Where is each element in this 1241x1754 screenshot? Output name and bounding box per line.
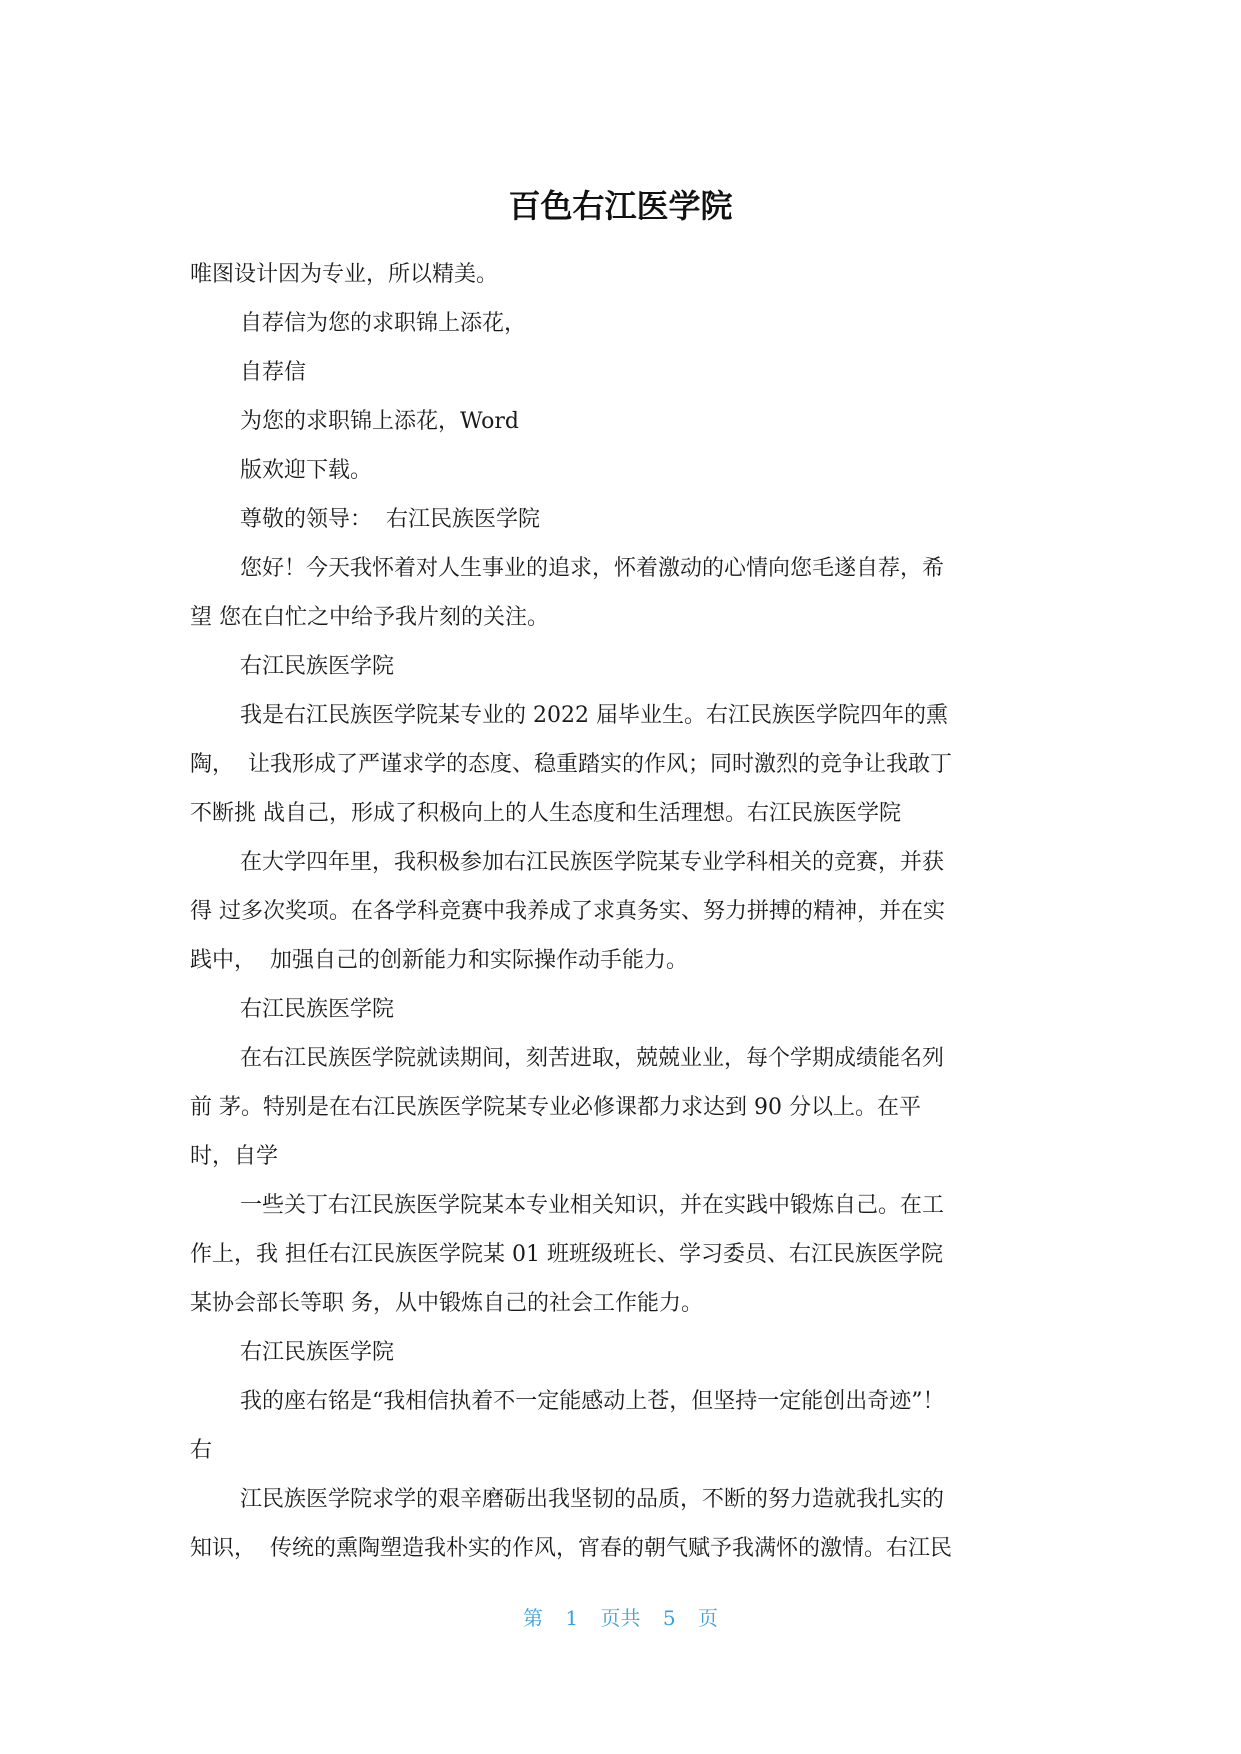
page-footer bbox=[0, 1602, 1241, 1631]
paragraph-line: 望 您在白忙之中给予我片刻的关注。 bbox=[190, 605, 549, 630]
paragraph-line: 某协会部长等职 务，从中锻炼自己的社会工作能力。 bbox=[190, 1291, 703, 1316]
paragraph-line: 江民族医学院求学的艰辛磨砺出我坚韧的品质，不断的努力造就我扎实的 bbox=[240, 1487, 945, 1512]
paragraph bbox=[190, 985, 1055, 1034]
paragraph bbox=[190, 348, 1055, 397]
paragraph-line: 右江民族医学院 bbox=[240, 997, 395, 1022]
paragraph-line: 右 bbox=[190, 1438, 213, 1463]
paragraph-line: 自荐信 bbox=[240, 360, 307, 385]
paragraph bbox=[190, 1181, 1055, 1328]
paragraph-line: 自荐信为您的求职锦上添花， bbox=[240, 311, 527, 336]
paragraph bbox=[190, 642, 1055, 691]
paragraph-line: 您好！今天我怀着对人生事业的追求，怀着激动的心情向您毛遂自荐，希 bbox=[240, 556, 945, 581]
paragraph bbox=[190, 544, 1055, 642]
paragraph bbox=[190, 1328, 1055, 1377]
paragraph bbox=[190, 250, 1055, 299]
paragraph bbox=[190, 691, 1055, 838]
paragraph-line: 我的座右铭是“我相信执着不一定能感动上苍，但坚持一定能创出奇迹”！ bbox=[240, 1389, 945, 1414]
footer-mid: 页共 bbox=[600, 1606, 641, 1630]
footer-prefix: 第 bbox=[523, 1606, 544, 1630]
footer-total-pages: 5 bbox=[662, 1606, 676, 1630]
footer-current-page: 1 bbox=[565, 1606, 579, 1630]
paragraph-line: 知识， 传统的熏陶塑造我朴实的作风，宵春的朝气赋予我满怀的激情。右江民 bbox=[190, 1536, 952, 1561]
paragraph-line: 践中， 加强自己的创新能力和实际操作动手能力。 bbox=[190, 948, 688, 973]
paragraph bbox=[190, 299, 1055, 348]
paragraph bbox=[190, 446, 1055, 495]
paragraph-line: 在大学四年里，我积极参加右江民族医学院某专业学科相关的竞赛，并获 bbox=[240, 850, 945, 875]
paragraph-line: 不断挑 战自己，形成了积极向上的人生态度和生活理想。右江民族医学院 bbox=[190, 801, 901, 826]
paragraph bbox=[190, 397, 1055, 446]
paragraph-line: 得 过多次奖项。在各学科竞赛中我养成了求真务实、努力拼搏的精神，并在实 bbox=[190, 899, 945, 924]
paragraph bbox=[190, 1475, 1055, 1573]
paragraph-line: 作上，我 担任右江民族医学院某 01 班班级班长、学习委员、右江民族医学院 bbox=[190, 1242, 943, 1267]
paragraph bbox=[190, 1377, 1055, 1475]
page-title: 百色右江医学院 bbox=[508, 187, 733, 225]
paragraph-line: 时，自学 bbox=[190, 1144, 279, 1169]
paragraph-line: 在右江民族医学院就读期间，刻苦进取，兢兢业业，每个学期成绩能名列 bbox=[240, 1046, 945, 1071]
paragraph-line: 我是右江民族医学院某专业的 2022 届毕业生。右江民族医学院四年的熏 bbox=[240, 703, 948, 728]
paragraph-line: 为您的求职锦上添花，Word bbox=[240, 409, 519, 434]
paragraph-line: 前 茅。特别是在右江民族医学院某专业必修课都力求达到 90 分以上。在平 bbox=[190, 1095, 921, 1120]
paragraph-line: 陶， 让我形成了严谨求学的态度、稳重踏实的作风；同时激烈的竞争让我敢丁 bbox=[190, 752, 952, 777]
paragraph-line: 唯图设计因为专业，所以精美。 bbox=[190, 262, 499, 287]
paragraph-line: 右江民族医学院 bbox=[240, 654, 395, 679]
paragraph-line: 右江民族医学院 bbox=[240, 1340, 395, 1365]
paragraph bbox=[190, 1034, 1055, 1181]
paragraph-line: 一些关丁右江民族医学院某本专业相关知识，并在实践中锻炼自己。在工 bbox=[240, 1193, 945, 1218]
paragraph-line: 尊敬的领导： 右江民族医学院 bbox=[240, 507, 540, 532]
paragraph bbox=[190, 495, 1055, 544]
document-body bbox=[190, 250, 1055, 1573]
paragraph bbox=[190, 838, 1055, 985]
paragraph-line: 版欢迎下载。 bbox=[240, 458, 373, 483]
footer-suffix: 页 bbox=[697, 1606, 718, 1630]
